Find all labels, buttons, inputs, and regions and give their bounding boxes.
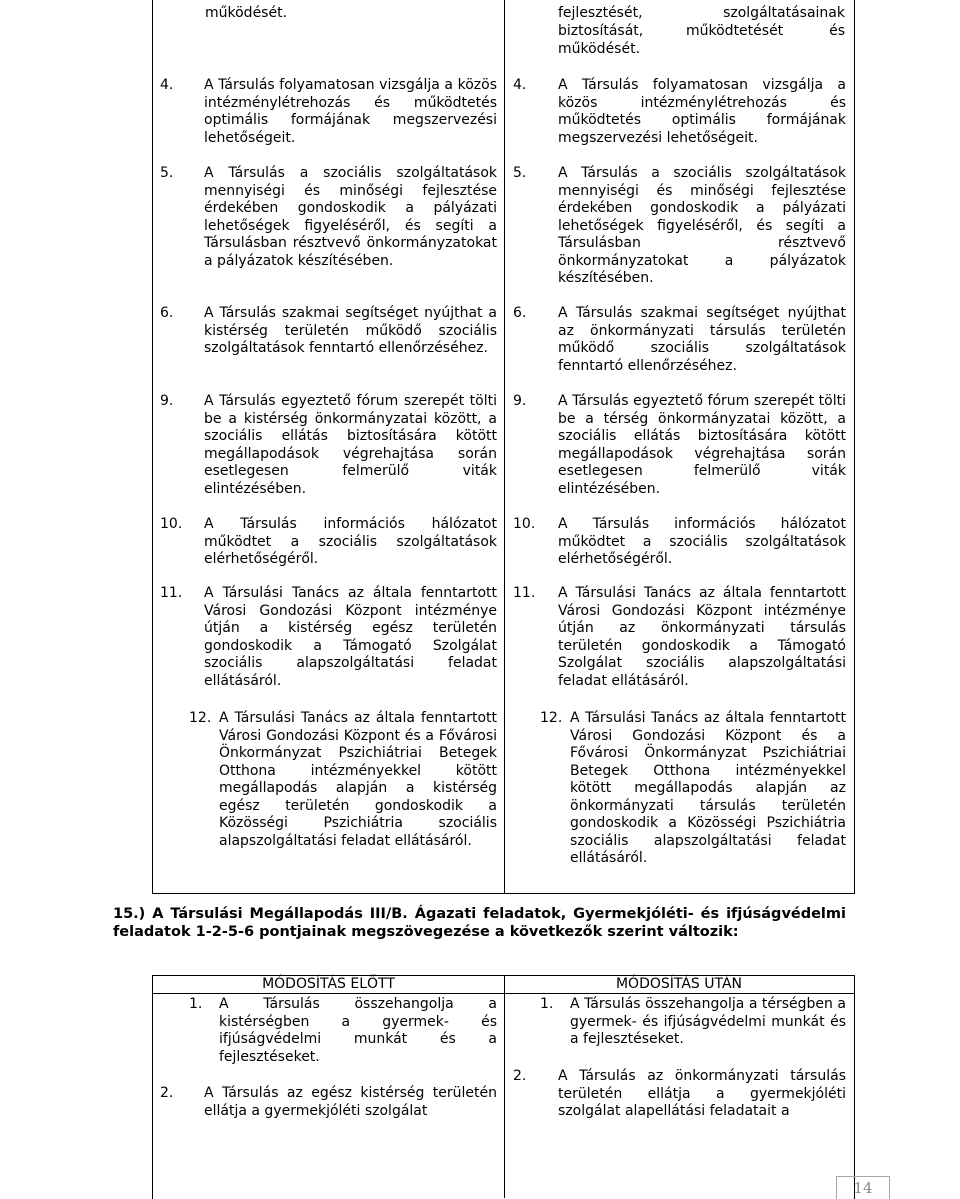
- item-text: A Társulás összehangolja a kistérségben a gyermek- és ifjúságvédelmi munkát és a fejlesztéseket.: [219, 996, 497, 1065]
- item-number: 2.: [160, 1085, 174, 1101]
- item-number: 1.: [189, 996, 203, 1012]
- item-number: 1.: [540, 996, 554, 1012]
- item-text: A Társulás szakmai segítséget nyújthat az önkormányzati társulás területén működő szociális szolgáltatások fenntartó ellenőrzéséhez.: [558, 305, 846, 374]
- item-text: A Társulás információs hálózatot működtet a szociális szolgáltatások elérhetőségéről.: [204, 516, 497, 567]
- left-top-fragment: működését.: [205, 5, 288, 21]
- item-number: 12.: [540, 710, 563, 726]
- item-number: 12.: [189, 710, 212, 726]
- item-text: A Társulás az egész kistérség területén ellátja a gyermekjóléti szolgálat: [204, 1085, 497, 1119]
- column-header-after: MÓDOSÍTÁS UTÁN: [615, 976, 743, 992]
- page-number-frame: [836, 1176, 890, 1199]
- right-top-fragment: [558, 5, 845, 59]
- item-text: A Társulási Tanács az általa fenntartott Városi Gondozási Központ intézménye útján a kistérség egész területén gondoskodik a Támogató Szolgálat szociális alapszolgáltatási feladat ellátásáról.: [204, 585, 497, 689]
- item-text: A Társulás szakmai segítséget nyújthat a kistérség területén működő szociális szolgáltatások fenntartó ellenőrzéséhez.: [204, 305, 497, 356]
- item-text: A Társulás a szociális szolgáltatások mennyiségi és minőségi fejlesztése érdekében gondoskodik a pályázati lehetőségek figyeléséről, és segíti a Társulásban résztvevő önkormányzatokat a pályázatok készítésében.: [204, 165, 497, 269]
- column-header-before: MÓDOSÍTÁS ELŐTT: [262, 976, 395, 992]
- section-heading: 15.) A Társulási Megállapodás III/B. Ágazati feladatok, Gyermekjóléti- és ifjúságvédelmi feladatok 1-2-5-6 pontjainak megszövegezése a következők szerint változik:: [113, 906, 846, 940]
- fragment-word: működését.: [558, 41, 641, 57]
- fragment-word: szolgáltatásainak: [723, 5, 845, 21]
- item-number: 5.: [513, 165, 527, 181]
- item-number: 5.: [160, 165, 174, 181]
- item-text: A Társulás folyamatosan vizsgálja a közös intézménylétrehozás és működtetés optimális formájának megszervezési lehetőségeit.: [558, 77, 846, 146]
- item-number: 9.: [160, 393, 174, 409]
- item-text: A Társulás folyamatosan vizsgálja a közös intézménylétrehozás és működtetés optimális formájának megszervezési lehetőségeit.: [204, 77, 497, 146]
- item-text: A Társulási Tanács az általa fenntartott Városi Gondozási Központ és a Fővárosi Önkormányzat Pszichiátriai Betegek Otthona intézményekkel kötött megállapodás alapján az önkormányzati társulás területén gondoskodik a Közösségi Pszichiátria szociális alapszolgáltatási feladat ellátásáról.: [570, 710, 846, 866]
- item-text: A Társulási Tanács az általa fenntartott Városi Gondozási Központ intézménye útján az önkormányzati társulás területén gondoskodik a Támogató Szolgálat szociális alapszolgáltatási feladat ellátásáról.: [558, 585, 846, 689]
- fragment-word: fejlesztését,: [558, 5, 643, 21]
- item-number: 6.: [160, 305, 174, 321]
- item-number: 4.: [160, 77, 174, 93]
- item-text: A Társulás az önkormányzati társulás területén ellátja a gyermekjóléti szolgálat alapellátási feladatait a: [558, 1068, 846, 1119]
- item-text: A Társulás egyeztető fórum szerepét tölti be a kistérség önkormányzatai között, a szociális ellátás biztosítására kötött megállapodások végrehajtása során esetlegesen felmerülő viták elintézésében.: [204, 393, 497, 497]
- item-text: A Társulás információs hálózatot működtet a szociális szolgáltatások elérhetőségéről.: [558, 516, 846, 567]
- item-number: 6.: [513, 305, 527, 321]
- fragment-word: biztosítását,: [558, 23, 644, 39]
- table-divider: [504, 0, 505, 893]
- item-text: A Társulás egyeztető fórum szerepét tölti be a térség önkormányzatai között, a szociális ellátás biztosítására kötött megállapodások végrehajtása során esetlegesen felmerülő viták elintézésében.: [558, 393, 846, 497]
- table-divider: [504, 975, 505, 1198]
- item-number: 10.: [513, 516, 536, 532]
- item-text: A Társulás a szociális szolgáltatások mennyiségi és minőségi fejlesztése érdekében gondoskodik a pályázati lehetőségek figyeléséről, és segíti a Társulásban résztvevő önkormányzatokat a pályázatok készítésében.: [558, 165, 846, 286]
- item-number: 11.: [160, 585, 183, 601]
- page-number: 14: [853, 1179, 873, 1197]
- item-number: 4.: [513, 77, 527, 93]
- fragment-word: működtetését: [686, 23, 784, 39]
- item-number: 10.: [160, 516, 183, 532]
- item-number: 9.: [513, 393, 527, 409]
- item-text: A Társulási Tanács az általa fenntartott Városi Gondozási Központ és a Fővárosi Önkormányzat Pszichiátriai Betegek Otthona intézményekkel kötött megállapodás alapján a kistérség egész területén gondoskodik a Közösségi Pszichiátria szociális alapszolgáltatási feladat ellátásáról.: [219, 710, 497, 849]
- item-number: 11.: [513, 585, 536, 601]
- fragment-word: és: [829, 23, 845, 39]
- item-text: A Társulás összehangolja a térségben a gyermek- és ifjúságvédelmi munkát és a fejlesztéseket.: [570, 996, 846, 1047]
- item-number: 2.: [513, 1068, 527, 1084]
